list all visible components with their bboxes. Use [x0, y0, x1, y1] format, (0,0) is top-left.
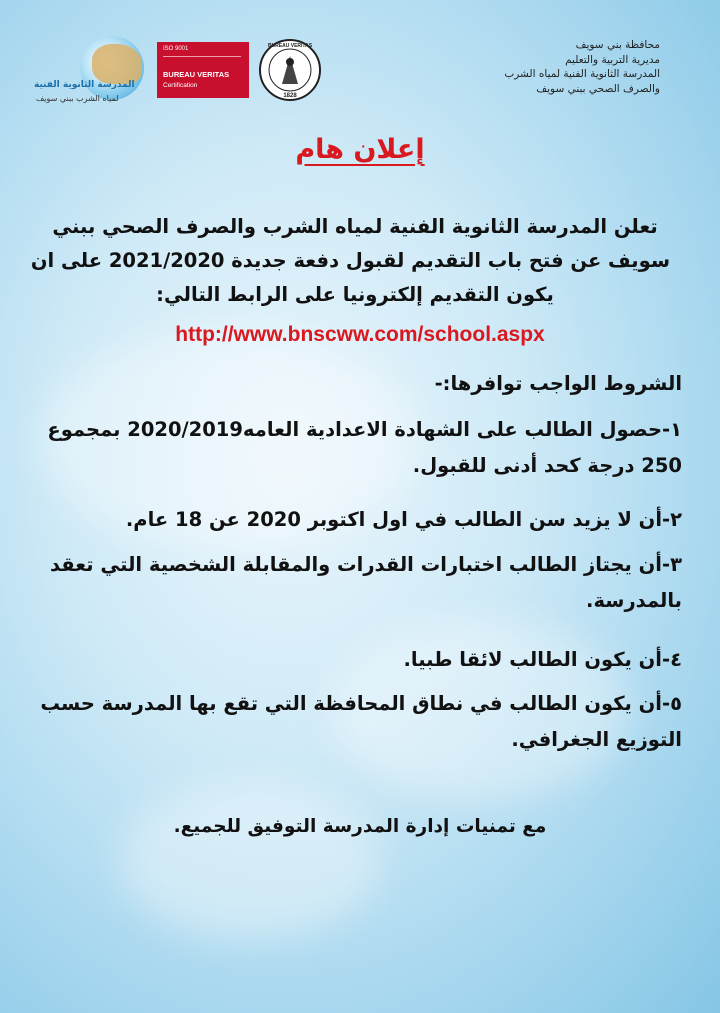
intro-line: يكون التقديم إلكترونيا على الرابط التالي:: [156, 283, 554, 306]
condition-item: [30, 502, 682, 538]
bv-certification: Certification: [163, 82, 198, 89]
condition-item: [30, 642, 682, 678]
condition-item: [30, 686, 682, 758]
condition-item: [30, 547, 682, 619]
letterhead-line: مديرية التربية والتعليم: [565, 53, 660, 66]
condition-item: [30, 412, 682, 484]
conditions-heading: الشروط الواجب توافرها:-: [434, 372, 682, 395]
intro-line: تعلن المدرسة الثانوية الفنية لمياه الشرب والصرف الصحي ببني: [52, 215, 658, 238]
letterhead-line: والصرف الصحي ببني سويف: [536, 82, 660, 95]
seal-year-text: 1828: [283, 93, 297, 99]
background-cloud: [120, 780, 380, 940]
iso-label: ISO 9001: [163, 46, 189, 52]
condition-line: 250 درجة كحد أدنى للقبول.: [412, 454, 682, 477]
application-link[interactable]: http://www.bnscww.com/school.aspx: [175, 323, 545, 346]
intro-line: سويف عن فتح باب التقديم لقبول دفعة جديدة 2021/2020 على ان: [30, 249, 670, 272]
bureau-veritas-badge: [157, 42, 249, 98]
letterhead: [450, 38, 660, 96]
letterhead-line: المدرسة الثانوية الفنية لمياه الشرب: [504, 68, 660, 80]
school-logo: [30, 36, 150, 116]
school-logo-text: المدرسة الثانوية الفنية: [34, 80, 135, 90]
condition-line: ١-حصول الطالب على الشهادة الاعدادية العامه2020/2019 بمجموع: [47, 418, 682, 441]
sand-shape-icon: [92, 44, 142, 84]
badge-divider: [163, 56, 241, 57]
letterhead-line: محافظة بني سويف: [575, 39, 660, 51]
condition-line: ٢-أن لا يزيد سن الطالب في اول اكتوبر 2020 عن 18 عام.: [125, 508, 682, 531]
condition-line: التوزيع الجغرافي.: [511, 728, 682, 751]
closing-wish: مع تمنيات إدارة المدرسة التوفيق للجميع.: [173, 816, 547, 837]
condition-line: ٤-أن يكون الطالب لائقا طبيا.: [403, 648, 682, 671]
condition-line: ٣-أن يجتاز الطالب اختبارات القدرات والمقابلة الشخصية التي تعقد: [50, 553, 682, 576]
seal-top-text: BUREAU VERITAS: [267, 43, 313, 49]
bv-name: BUREAU VERITAS: [163, 70, 230, 79]
announcement-intro: [30, 210, 670, 312]
condition-line: ٥-أن يكون الطالب في نطاق المحافظة التي تقع بها المدرسة حسب: [40, 692, 682, 715]
logo-group: [30, 36, 330, 116]
school-logo-subtext: لمياه الشرب ببني سويف: [36, 94, 119, 103]
bureau-veritas-seal-icon: [258, 38, 322, 102]
condition-line: بالمدرسة.: [586, 589, 682, 612]
announcement-title: إعلان هام: [295, 134, 425, 165]
